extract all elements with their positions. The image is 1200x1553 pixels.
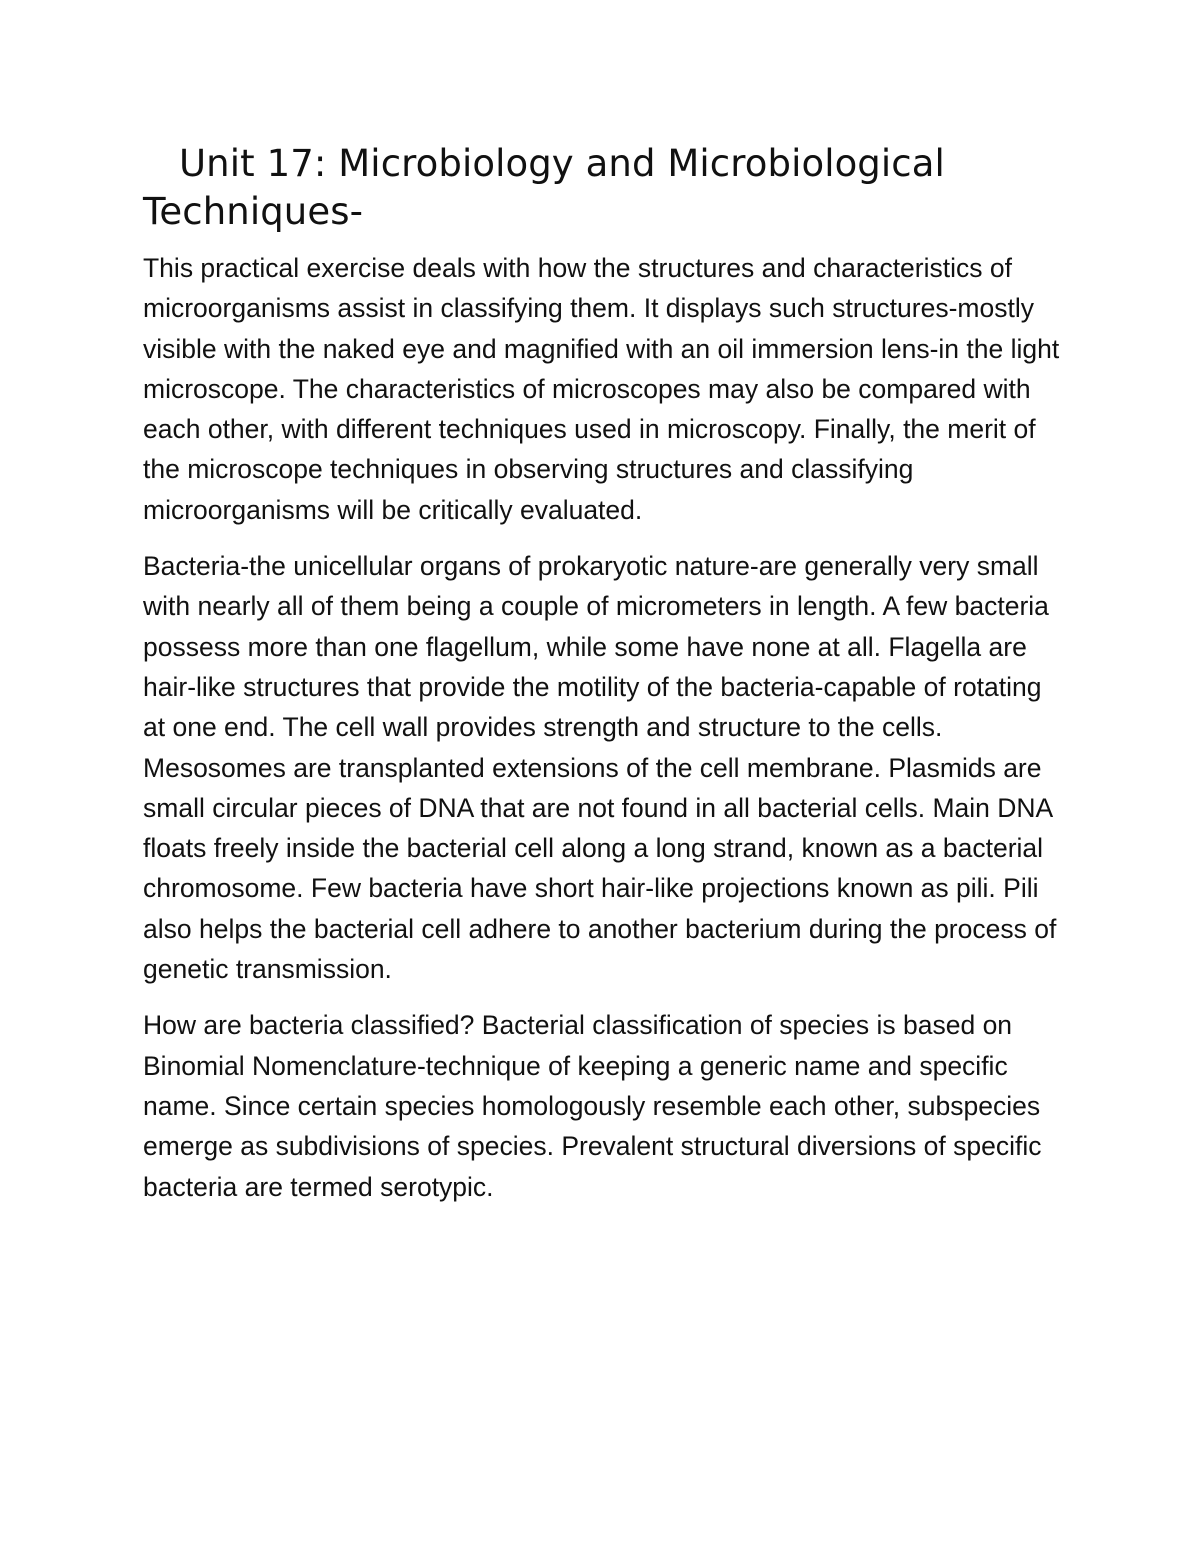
document-title: Unit 17: Microbiology and Microbiological Techniques- [143,142,945,233]
paragraph-bacteria-structure: Bacteria-the unicellular organs of prokaryotic nature-are generally very small with nearly all of them being a couple of micrometers in length. A few bacteria possess more than one flagellum, while some have none at all. Flagella are hair-like structures that provide the motility of the bacteria-capable of rotating at one end. The cell wall provides strength and structure to the cells. Mesosomes are transplanted extensions of the cell membrane. Plasmids are small circular pieces of DNA that are not found in all bacterial cells. Main DNA floats freely inside the bacterial cell along a long strand, known as a bacterial chromosome. Few bacteria have short hair-like projections known as pili. Pili also helps the bacterial cell adhere to another bacterium during the process of genetic transmission. [143,551,1057,985]
paragraph-bacteria-classification: How are bacteria classified? Bacterial classification of species is based on Binomial Nomenclature-technique of keeping a generic name and specific name. Since certain species homologously resemble each other, subspecies emerge as subdivisions of species. Prevalent structural diversions of specific bacteria are termed serotypic. [143,1010,1042,1202]
paragraph-introduction: This practical exercise deals with how the structures and characteristics of microorganisms assist in classifying them. It displays such structures-mostly visible with the naked eye and magnified with an oil immersion lens-in the light microscope. The characteristics of microscopes may also be compared with each other, with different techniques used in microscopy. Finally, the merit of the microscope techniques in observing structures and classifying microorganisms will be critically evaluated. [143,253,1060,525]
document-body [143,140,1063,1207]
